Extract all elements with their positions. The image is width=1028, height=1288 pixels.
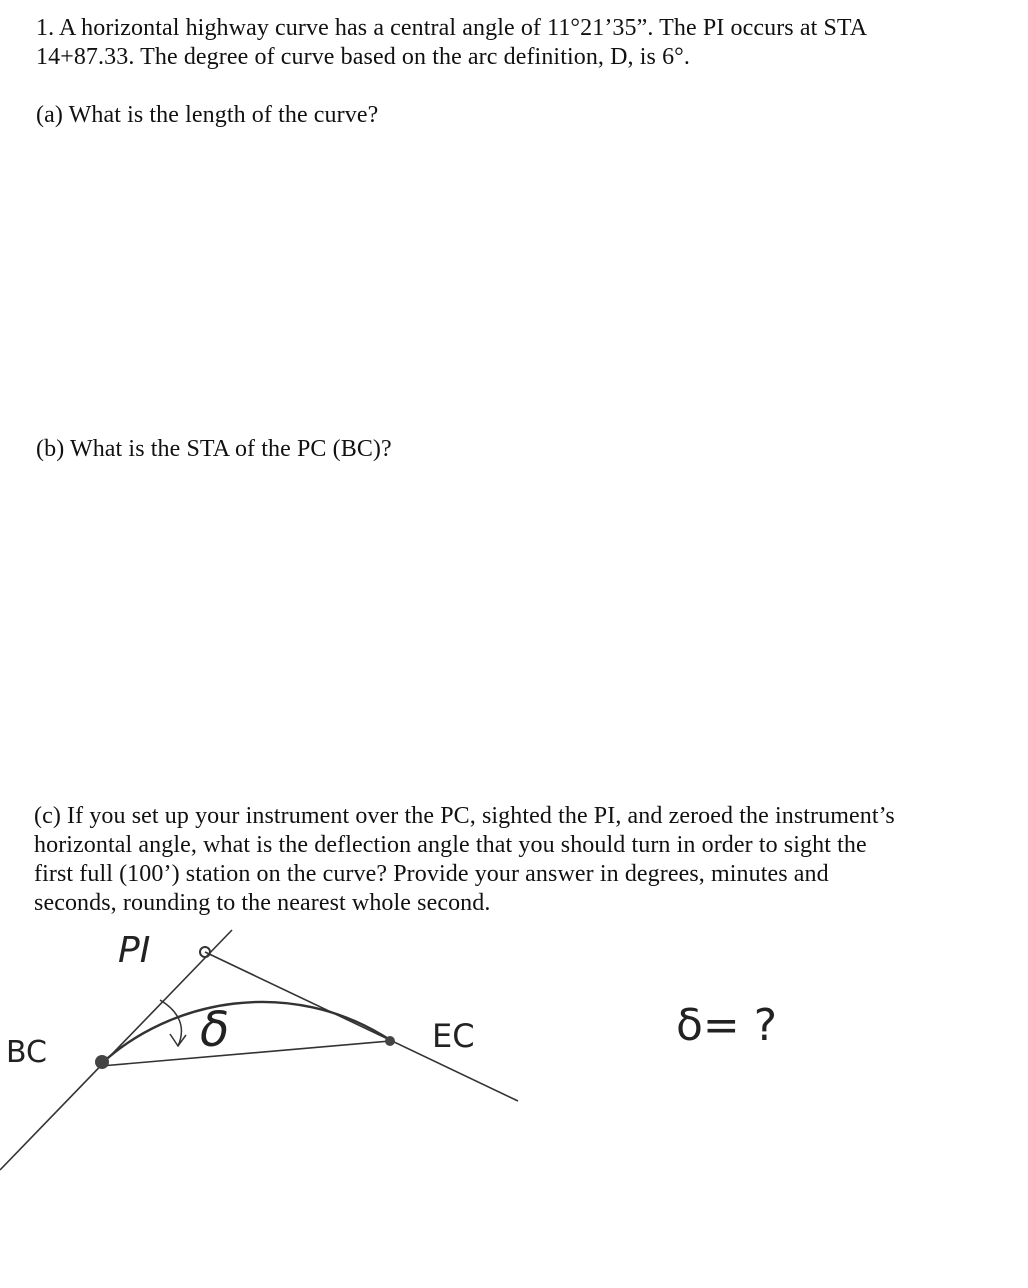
bc-point [95, 1055, 109, 1069]
ec-point [385, 1036, 395, 1046]
ec-label: EC [432, 1017, 475, 1055]
problem-line-2: 14+87.33. The degree of curve based on the arc definition, D, is 6°. [36, 44, 690, 70]
part-c-line-3: first full (100’) station on the curve? Provide your answer in degrees, minutes and [34, 861, 829, 887]
long-chord-line [101, 1041, 390, 1066]
curve-arc [101, 1002, 390, 1064]
part-c-line-1: (c) If you set up your instrument over the PC, sighted the PI, and zeroed the instrument’s [34, 803, 895, 829]
deflection-question: δ= ? [676, 1000, 778, 1051]
problem-line-1: 1. A horizontal highway curve has a central angle of 11°21’35”. The PI occurs at STA [36, 15, 868, 41]
question-part-a: (a) What is the length of the curve? [36, 102, 379, 128]
bc-label: BC [6, 1035, 48, 1070]
question-part-b: (b) What is the STA of the PC (BC)? [36, 436, 392, 462]
pi-label: PI [118, 930, 151, 971]
part-c-line-4: seconds, rounding to the nearest whole second. [34, 890, 491, 916]
deflection-symbol: δ [200, 1002, 230, 1058]
part-c-line-2: horizontal angle, what is the deflection angle that you should turn in order to sight the [34, 832, 867, 858]
